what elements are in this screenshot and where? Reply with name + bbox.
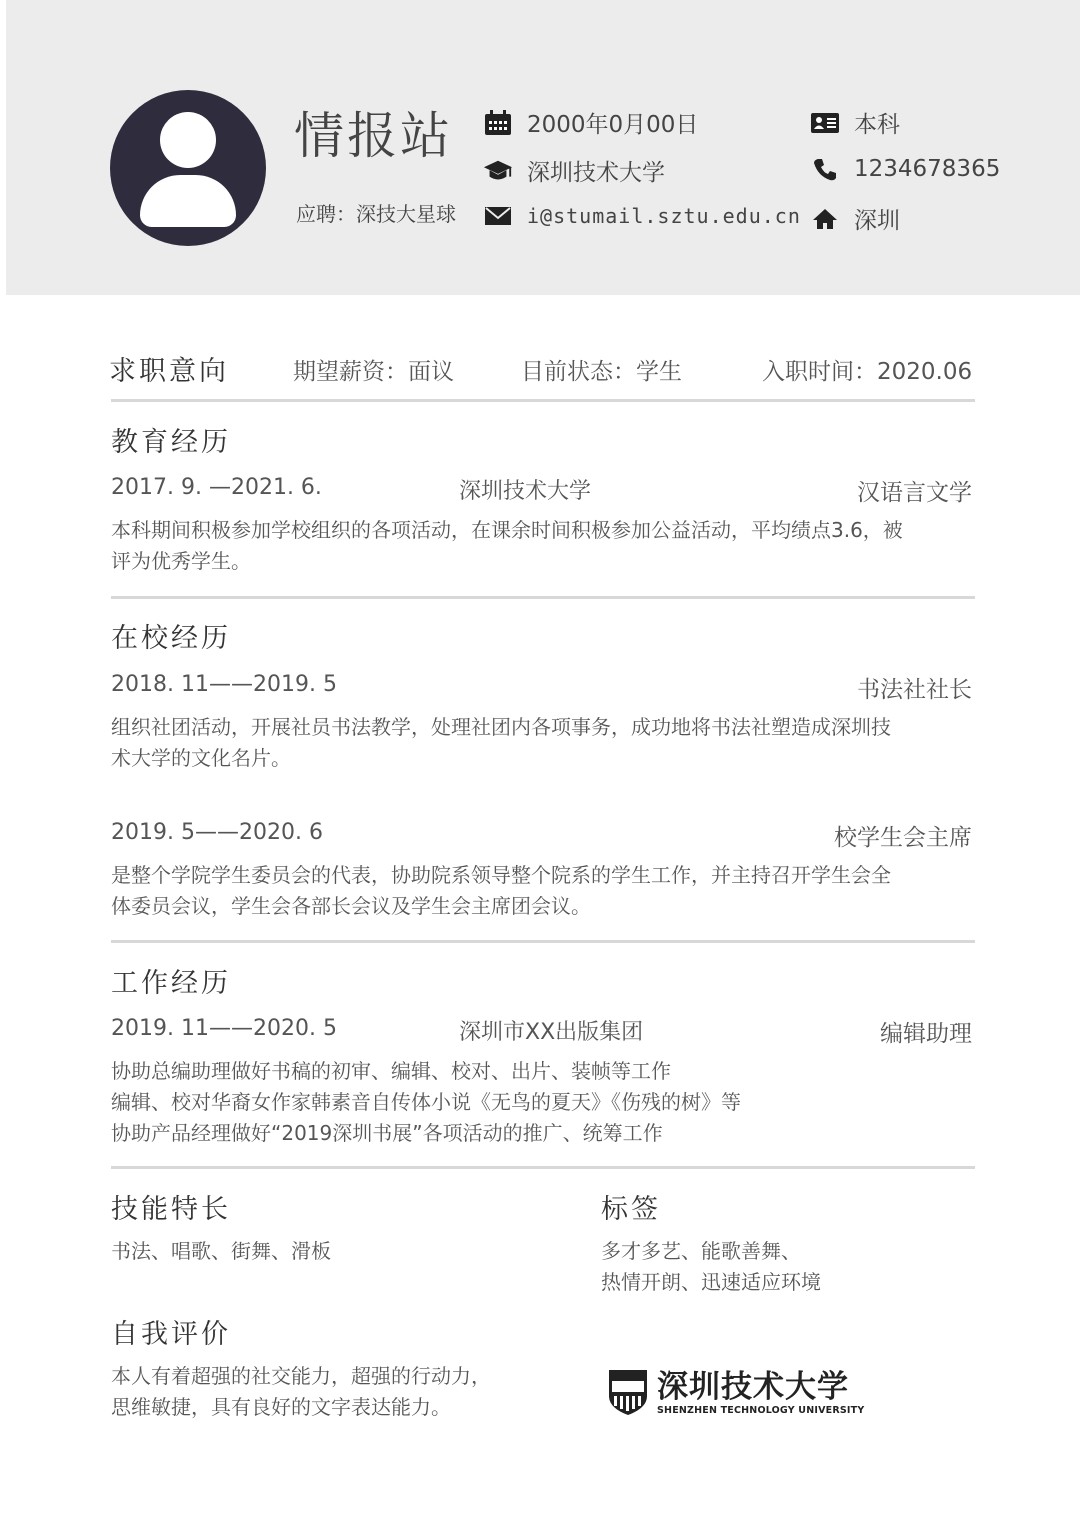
divider (111, 399, 975, 402)
desc-line: 协助产品经理做好“2019深圳书展”各项活动的推广、统筹工作 (111, 1121, 663, 1145)
campus-role-1: 书法社社长 (857, 677, 972, 703)
work-company: 深圳市XX出版集团 (459, 1020, 644, 1045)
campus-role-2: 校学生会主席 (834, 825, 972, 851)
desc-line: 评为优秀学生。 (111, 549, 251, 573)
applying-for: 应聘：深技大星球 (296, 202, 456, 226)
self-eval-text (111, 1361, 571, 1423)
desc-line: 协助总编助理做好书稿的初审、编辑、校对、出片、装帧等工作 (111, 1059, 671, 1083)
phone-text: 1234678365 (854, 156, 1001, 182)
intent-start: 入职时间：2020.06 (762, 359, 973, 385)
work-desc (111, 1056, 975, 1149)
campus-date-2: 2019. 5——2020. 6 (111, 820, 323, 845)
tags-line: 多才多艺、能歌善舞、 (601, 1239, 801, 1263)
home-icon (810, 205, 840, 233)
school-item (483, 154, 665, 187)
avatar-body (140, 175, 236, 227)
campus-desc-2 (111, 860, 975, 922)
work-title: 工作经历 (111, 968, 231, 999)
desc-line: 本科期间积极参加学校组织的各项活动，在课余时间积极参加公益活动，平均绩点3.6，被 (111, 518, 903, 542)
tags-text (601, 1236, 981, 1298)
education-school: 深圳技术大学 (459, 479, 592, 504)
self-eval-title: 自我评价 (111, 1319, 231, 1350)
city-item (810, 202, 900, 235)
school-text: 深圳技术大学 (527, 160, 665, 186)
desc-line: 编辑、校对华裔女作家韩素音自传体小说《无鸟的夏天》《伤残的树》等 (111, 1090, 741, 1114)
self-eval-line: 思维敏捷，具有良好的文字表达能力。 (111, 1395, 451, 1419)
education-date: 2017. 9. —2021. 6. (111, 475, 322, 500)
work-date: 2019. 11——2020. 5 (111, 1016, 337, 1041)
birthdate-text: 2000年0月00日 (527, 112, 699, 138)
campus-desc-1 (111, 712, 975, 774)
skills-line: 书法、唱歌、街舞、滑板 (111, 1239, 331, 1263)
calendar-icon (483, 109, 513, 137)
self-eval-line: 本人有着超强的社交能力，超强的行动力， (111, 1364, 491, 1388)
intent-salary: 期望薪资：面议 (293, 359, 454, 385)
logo-english-name: SHENZHEN TECHNOLOGY UNIVERSITY (657, 1404, 865, 1416)
university-logo (607, 1368, 864, 1416)
desc-line: 是整个学院学生委员会的代表，协助院系领导整个院系的学生工作，并主持召开学生会全 (111, 863, 891, 887)
phone-icon (810, 155, 840, 183)
desc-line: 组织社团活动，开展社员书法教学，处理社团内各项事务，成功地将书法社塑造成深圳技 (111, 715, 891, 739)
desc-line: 体委员会议，学生会各部长会议及学生会主席团会议。 (111, 894, 591, 918)
divider (111, 596, 975, 599)
graduation-cap-icon (483, 157, 513, 185)
intent-title: 求职意向 (109, 356, 229, 387)
logo-chinese-name: 深圳技术大学 (657, 1368, 849, 1405)
mail-icon (483, 202, 513, 230)
intent-status: 目前状态：学生 (521, 359, 682, 385)
education-major: 汉语言文学 (857, 480, 972, 506)
education-desc (111, 515, 975, 577)
education-title: 教育经历 (111, 427, 231, 458)
birthdate-item (483, 106, 698, 139)
divider (111, 1166, 975, 1169)
skills-title: 技能特长 (111, 1194, 231, 1225)
tags-title: 标签 (601, 1194, 661, 1225)
email-item (483, 202, 801, 230)
degree-item (810, 106, 900, 139)
resume-header (6, 0, 1080, 295)
divider (111, 940, 975, 943)
candidate-name: 情报站 (294, 107, 453, 165)
work-role: 编辑助理 (880, 1021, 972, 1047)
phone-item (810, 155, 1000, 183)
desc-line: 术大学的文化名片。 (111, 746, 291, 770)
email-text: i@stumail.sztu.edu.cn (527, 204, 801, 228)
university-shield-icon (607, 1368, 649, 1416)
avatar-head (160, 112, 216, 168)
campus-title: 在校经历 (111, 623, 231, 654)
campus-date-1: 2018. 11——2019. 5 (111, 672, 337, 697)
degree-text: 本科 (854, 112, 900, 138)
id-card-icon (810, 109, 840, 137)
tags-line: 热情开朗、迅速适应环境 (601, 1270, 821, 1294)
avatar (110, 90, 266, 246)
city-text: 深圳 (854, 208, 900, 234)
